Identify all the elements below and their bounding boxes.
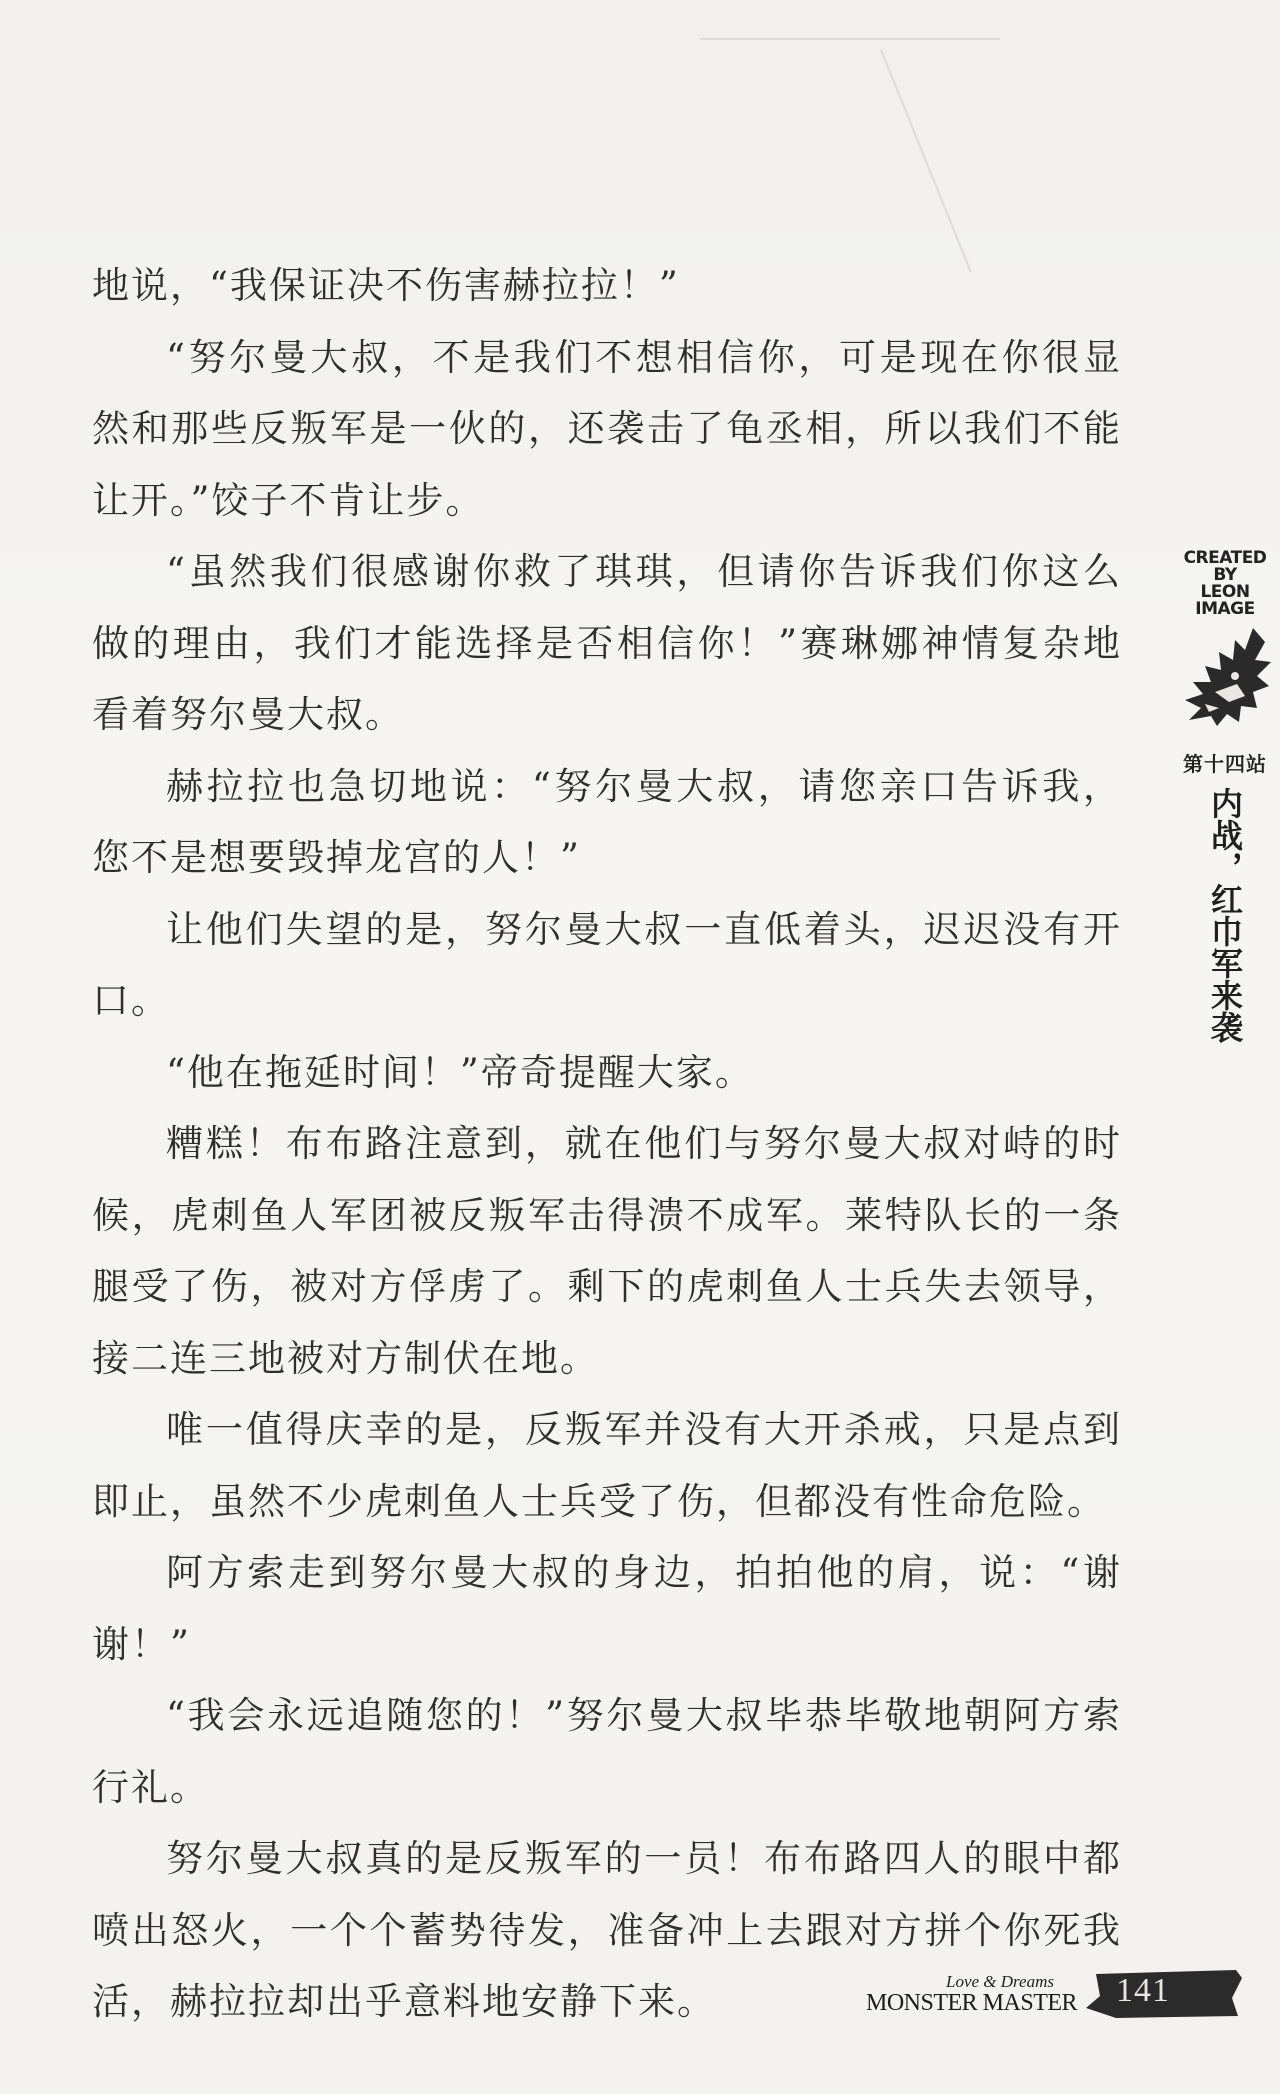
logo-line: LEON [1200,582,1250,602]
series-title: MONSTER MASTER [866,1990,1078,2016]
paragraph: “虽然我们很感谢你救了琪琪，但请你告诉我们你这么做的理由，我们才能选择是否相信你！”赛琳娜神情复杂地看着努尔曼大叔。 [92,550,1122,736]
paragraph: 阿方索走到努尔曼大叔的身边，拍拍他的肩，说：“谢谢！” [92,1551,1122,1666]
page-number: 141 [1116,1972,1170,2009]
paragraph: “努尔曼大叔，不是我们不想相信你，可是现在你很显然和那些反叛军是一伙的，还袭击了龟丞相，所以我们不能让开。”饺子不肯让步。 [92,335,1122,522]
publisher-logo [1170,550,1280,618]
logo-line: BY [1213,565,1237,585]
logo-line: IMAGE [1195,599,1255,619]
series-tagline: Love & Dreams [946,1972,1054,1991]
chapter-title: 内战，红巾军来袭 [1206,787,1244,1043]
paragraph: 唯一值得庆幸的是，反叛军并没有大开杀戒，只是点到即止，虽然不少虎刺鱼人士兵受了伤，但都没有性命危险。 [92,1408,1122,1523]
chapter-side-tab [1170,550,1280,1047]
dragon-head-icon [1175,622,1275,732]
page-footer [866,1968,1246,2038]
paragraph: 赫拉拉也急切地说：“努尔曼大叔，请您亲口告诉我，您不是想要毁掉龙宫的人！” [92,764,1122,879]
paragraph: “我会永远追随您的！”努尔曼大叔毕恭毕敬地朝阿方索行礼。 [92,1694,1122,1809]
scan-mark [880,49,972,272]
paragraph: “他在拖延时间！”帝奇提醒大家。 [166,1050,754,1094]
scan-mark [700,38,1000,40]
logo-line: CREATED [1183,548,1267,568]
paragraph: 糟糕！布布路注意到，就在他们与努尔曼大叔对峙的时候，虎刺鱼人军团被反叛军击得溃不成军。莱特队长的一条腿受了伤，被对方俘虏了。剩下的虎刺鱼人士兵失去领导，接二连三地被对方制伏在地。 [92,1122,1122,1380]
chapter-label: 第十四站 [1183,752,1267,776]
paragraph: 让他们失望的是，努尔曼大叔一直低着头，迟迟没有开口。 [92,907,1122,1022]
paragraph: 努尔曼大叔真的是反叛军的一员！布布路四人的眼中都喷出怒火，一个个蓄势待发，准备冲上去跟对方拼个你死我活，赫拉拉却出乎意料地安静下来。 [92,1837,1122,2023]
body-text [92,250,1122,2038]
paragraph: 地说，“我保证决不伤害赫拉拉！” [92,264,680,307]
